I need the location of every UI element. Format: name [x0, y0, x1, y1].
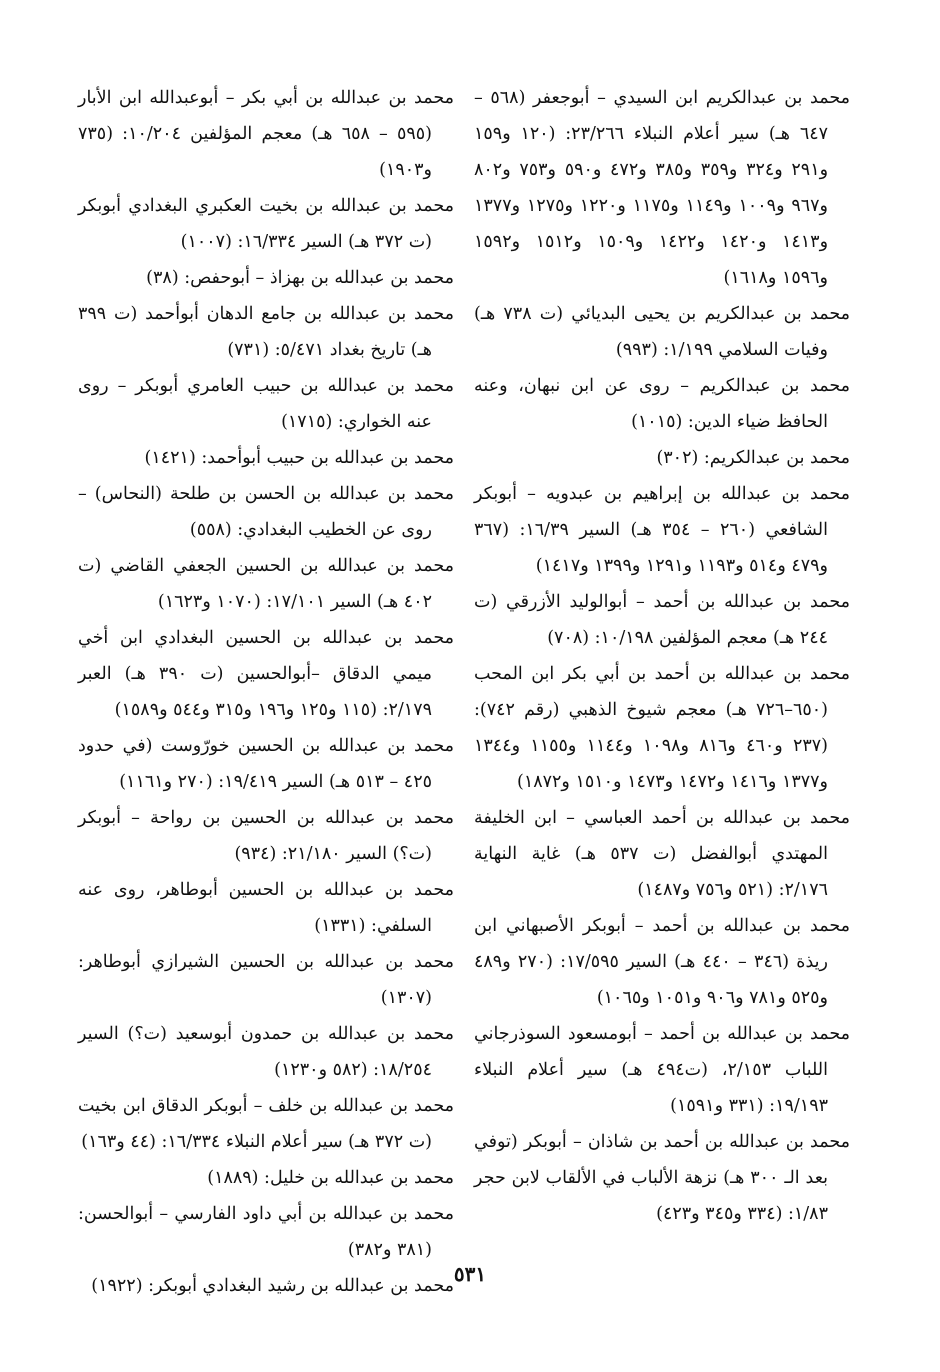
index-entry: محمد بن عبدالله بن حمدون أبوسعيد (ت؟) السير ١٨/٢٥٤: (٥٨٢ و١٢٣٠) — [78, 1024, 454, 1080]
index-entry: محمد بن عبدالكريم – روى عن ابن نبهان، وعنه الحافظ ضياء الدين: (١٠١٥) — [474, 376, 850, 432]
page-number: ٥٣١ — [453, 1262, 487, 1286]
index-entry: محمد بن عبدالله بن رشيد البغدادي أبوبكر: (١٩٢٢) — [91, 1276, 454, 1296]
index-entry: محمد بن عبدالله بن أبي داود الفارسي – أبوالحسن: (٣٨١ و٣٨٢) — [78, 1204, 454, 1260]
index-entry: محمد بن عبدالله بن أحمد العباسي – ابن الخليفة المهتدي أبوالفضل (ت ٥٣٧ هـ) غاية النهاية ٢/١٧٦: (٥٢١ و٧٥٦ و١٤٨٧) — [474, 808, 850, 900]
index-entry: محمد بن عبدالله بن حبيب العامري أبوبكر – روى عنه الخواري: (١٧١٥) — [78, 376, 454, 432]
index-entry: محمد بن عبدالله بن أحمد بن أبي بكر ابن المحب (٦٥٠–٧٢٦ هـ) معجم شيوخ الذهبي (رقم ٧٤٢): (٢٣٧ و٤٦٠ و٨١٦ و١٠٩٨ و١١٤٤ و١١٥٥ و١٣٤٤ و١٣٧٧ و١٤١٦ و١٤٧٢ و١٤٧٣ و١٥١٠ و١٨٧٢) — [474, 664, 850, 792]
index-entry: محمد بن عبدالله بن أبي بكر – أبوعبدالله ابن الأبار (٥٩٥ – ٦٥٨ هـ) معجم المؤلفين ١٠/٢٠٤: (٧٣٥ و١٩٠٣) — [78, 88, 454, 180]
index-entry: محمد بن عبدالله بن الحسين بن رواحة – أبوبكر (ت؟) السير ٢١/١٨٠: (٩٣٤) — [78, 808, 454, 864]
index-entry: محمد بن عبدالله بن الحسين الشيرازي أبوطاهر: (١٣٠٧) — [78, 952, 454, 1008]
index-entry: محمد بن عبدالله بن جامع الدهان أبوأحمد (ت ٣٩٩ هـ) تاريخ بغداد ٥/٤٧١: (٧٣١) — [78, 304, 454, 360]
left-column — [78, 80, 454, 1304]
index-entry: محمد بن عبدالكريم بن يحيى البديائي (ت ٧٣٨ هـ) وفيات السلامي ١/١٩٩: (٩٩٣) — [474, 304, 850, 360]
index-entry: محمد بن عبدالله بن إبراهيم بن عبدويه – أبوبكر الشافعي (٢٦٠ – ٣٥٤ هـ) السير ١٦/٣٩: (٣٦٧ و٤٧٩ و٥١٤ و١١٩٣ و١٢٩١ و١٣٩٩ و١٤١٧) — [474, 484, 850, 576]
index-entry: محمد بن عبدالله بن أحمد بن شاذان – أبوبكر (توفي بعد الـ ٣٠٠ هـ) نزهة الألباب في الألقاب لابن حجر ١/٨٣: (٣٣٤ و٣٤٥ و٤٢٣) — [474, 1132, 850, 1224]
index-entry: محمد بن عبدالله بن أحمد – أبوالوليد الأزرقي (ت ٢٤٤ هـ) معجم المؤلفين ١٠/١٩٨: (٧٠٨) — [474, 592, 850, 648]
index-entry: محمد بن عبدالله بن الحسين خورّوست (في حدود ٤٢٥ – ٥١٣ هـ) السير ١٩/٤١٩: (٢٧٠ و١١٦١) — [78, 736, 454, 792]
index-entry: محمد بن عبدالله بن بهزاذ – أبوحفص: (٣٨) — [146, 268, 454, 288]
index-entry: محمد بن عبدالله بن خلف – أبوبكر الدقاق ابن بخيت (ت ٣٧٢ هـ) سير أعلام النبلاء ١٦/٣٣٤: (٤٤ و١٦٣) — [78, 1096, 454, 1152]
index-entry: محمد بن عبدالكريم ابن السيدي – أبوجعفر (٥٦٨ – ٦٤٧ هـ) سير أعلام النبلاء ٢٣/٢٦٦: (١٢٠ و١٥٩ و٢٩١ و٣٢٤ و٣٥٩ و٣٨٥ و٤٧٢ و٥٩٠ و٧٥٣ و٨٠٢ و٩٦٧ و١٠٠٩ و١١٤٩ و١١٧٥ و١٢٢٠ و١٢٧٥ و١٣٧٧ و١٤١٣ و١٤٢٠ و١٤٢٢ و١٥٠٩ و١٥١٢ و١٥٩٢ و١٥٩٦ و١٦١٨) — [474, 88, 850, 288]
index-entry: محمد بن عبدالكريم: (٣٠٢) — [656, 448, 850, 468]
index-entry: محمد بن عبدالله بن حبيب أبوأحمد: (١٤٢١) — [144, 448, 454, 468]
right-column — [474, 80, 850, 1232]
index-entry: محمد بن عبدالله بن أحمد – أبومسعود السوذرجاني اللباب ٢/١٥٣، (ت٤٩٤ هـ) سير أعلام النبلاء ١٩/١٩٣: (٣٣١ و١٥٩١) — [474, 1024, 850, 1116]
index-entry: محمد بن عبدالله بن بخيت العكبري البغدادي أبوبكر (ت ٣٧٢ هـ) السير ١٦/٣٣٤: (١٠٠٧) — [78, 196, 454, 252]
index-entry: محمد بن عبدالله بن الحسين أبوطاهر، روى عنه السلفي: (١٣٣١) — [78, 880, 454, 936]
index-entry: محمد بن عبدالله بن الحسن بن طلحة (النحاس) – روى عن الخطيب البغدادي: (٥٥٨) — [78, 484, 454, 540]
index-entry: محمد بن عبدالله بن الحسين البغدادي ابن أخي ميمي الدقاق –أبوالحسين (ت ٣٩٠ هـ) العبر ٢/١٧٩: (١١٥ و١٢٥ و١٩٦ و٣١٥ و٥٤٤ و١٥٨٩) — [78, 628, 454, 720]
index-entry: محمد بن عبدالله بن أحمد – أبوبكر الأصبهاني ابن ريذة (٣٤٦ – ٤٤٠ هـ) السير ١٧/٥٩٥: (٢٧٠ و٤٨٩ و٥٢٥ و٧٨١ و٩٠٦ و١٠٥١ و١٠٦٥) — [474, 916, 850, 1008]
index-entry: محمد بن عبدالله بن خليل: (١٨٨٩) — [207, 1168, 454, 1188]
index-entry: محمد بن عبدالله بن الحسين الجعفي القاضي (ت ٤٠٢ هـ) السير ١٧/١٠١: (١٠٧٠ و١٦٢٣) — [78, 556, 454, 612]
